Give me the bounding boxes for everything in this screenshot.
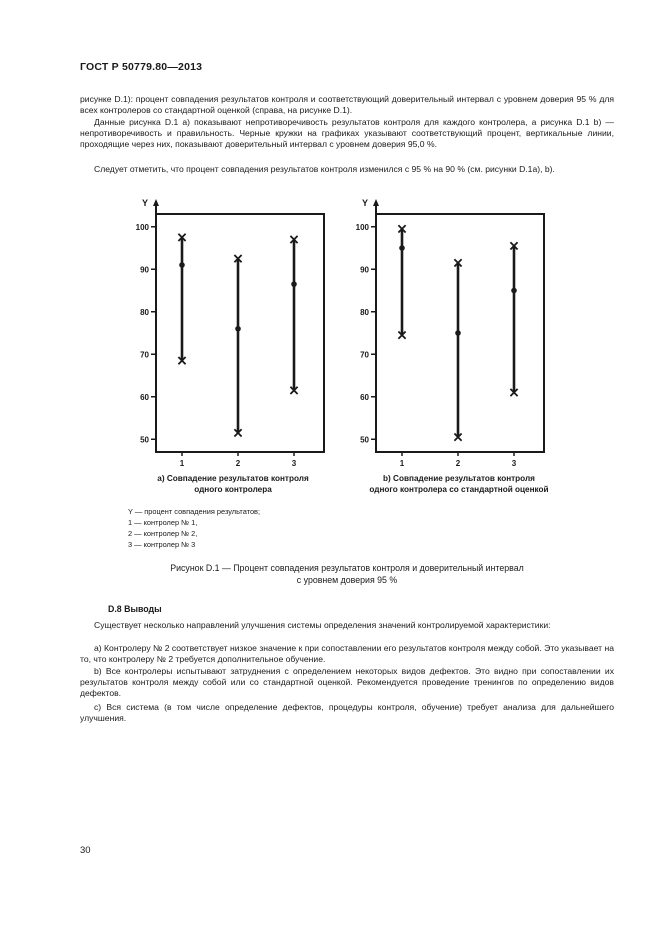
page-number: 30: [80, 845, 91, 856]
y-tick-label: 90: [140, 265, 149, 275]
chart-a-caption: [128, 474, 338, 495]
y-tick-label: 80: [140, 307, 149, 317]
legend-y: Y — процент совпадения результатов;: [128, 507, 261, 516]
mean-point: [399, 245, 405, 251]
section-heading: D.8 Выводы: [108, 604, 162, 614]
document-id: ГОСТ Р 50779.80—2013: [80, 61, 203, 73]
x-tick-label: 3: [511, 459, 517, 468]
x-tick-label: 3: [291, 459, 297, 468]
intro-paragraph-2: Данные рисунка D.1 a) показывают непротиворечивость результатов контроля для каждого контролера, а рисунка D.1 b) — непротиворечивость и правильность. Черные кружки на графиках указывают соответствующий процент, вертикальные линии, проходящие через них, показывают доверительный интервал с уровнем доверия 95,0 %.: [80, 117, 614, 150]
intro-paragraph-3: Следует отметить, что процент совпадения результатов контроля изменился с 95 % на 90 % (см. рисунки D.1a), b).: [94, 164, 555, 174]
legend-1: 1 — контролер № 1,: [128, 518, 198, 527]
figure-caption-line2: с уровнем доверия 95 %: [296, 574, 398, 585]
figure-caption-line1: Рисунок D.1 — Процент совпадения результатов контроля и доверительный интервал: [170, 563, 524, 573]
chart-b-caption: [348, 474, 570, 495]
y-tick-label: 70: [360, 350, 369, 360]
y-tick-label: 70: [140, 350, 149, 360]
mean-point: [511, 288, 517, 294]
chart-a: [120, 196, 330, 470]
conclusion-a: a) Контролеру № 2 соответствует низкое значение к при сопоставлении его результатов контроля между собой. Это указывает на то, что контролеру № 2 требуется дополнительное обучение.: [80, 643, 614, 665]
y-tick-label: 100: [355, 222, 369, 232]
mean-point: [291, 281, 297, 287]
y-tick-label: 50: [140, 435, 149, 445]
y-axis-label: Y: [142, 198, 149, 208]
conclusion-b: b) Все контролеры испытывают затруднения с определением некоторых видов дефектов. Это видно при сопоставлении их результатов контроля между собой или со стандартной оценкой. Рекомендуется проведение тренингов по определению видов дефектов.: [80, 666, 614, 699]
y-tick-label: 90: [360, 265, 369, 275]
x-tick-label: 2: [455, 459, 461, 468]
x-tick-label: 2: [235, 459, 241, 468]
y-tick-label: 60: [140, 392, 149, 402]
y-axis-arrow-head: [373, 199, 379, 206]
figure-caption: [80, 563, 614, 586]
chart-b: [340, 196, 550, 470]
y-tick-label: 60: [360, 392, 369, 402]
intro-paragraph-1: рисунке D.1): процент совпадения результатов контроля и соответствующий доверительный интервал с уровнем доверия 95 % для всех контролеров со стандартной оценкой (справа, на рисунке D.1).: [80, 94, 614, 116]
y-axis-arrow-head: [153, 199, 159, 206]
legend-3: 3 — контролер № 3: [128, 540, 196, 549]
x-tick-label: 1: [399, 459, 405, 468]
y-axis-label: Y: [362, 198, 369, 208]
mean-point: [179, 262, 185, 268]
chart-a-caption-line1: а) Совпадение результатов контроля: [157, 474, 309, 483]
chart-b-caption-line2: одного контролера со стандартной оценкой: [369, 484, 549, 494]
y-tick-label: 80: [360, 307, 369, 317]
mean-point: [235, 326, 241, 332]
conclusion-c: c) Вся система (в том числе определение дефектов, процедуры контроля, обучение) требует анализа для дальнейшего улучшения.: [80, 702, 614, 724]
legend-2: 2 — контролер № 2,: [128, 529, 198, 538]
y-tick-label: 50: [360, 435, 369, 445]
chart-a-caption-line2: одного контролера: [194, 484, 272, 494]
section-paragraph: Существует несколько направлений улучшения системы определения значений контролируемой характеристики:: [94, 620, 551, 630]
mean-point: [455, 330, 461, 336]
chart-b-caption-line1: b) Совпадение результатов контроля: [383, 474, 535, 483]
x-tick-label: 1: [179, 459, 185, 468]
y-tick-label: 100: [135, 222, 149, 232]
